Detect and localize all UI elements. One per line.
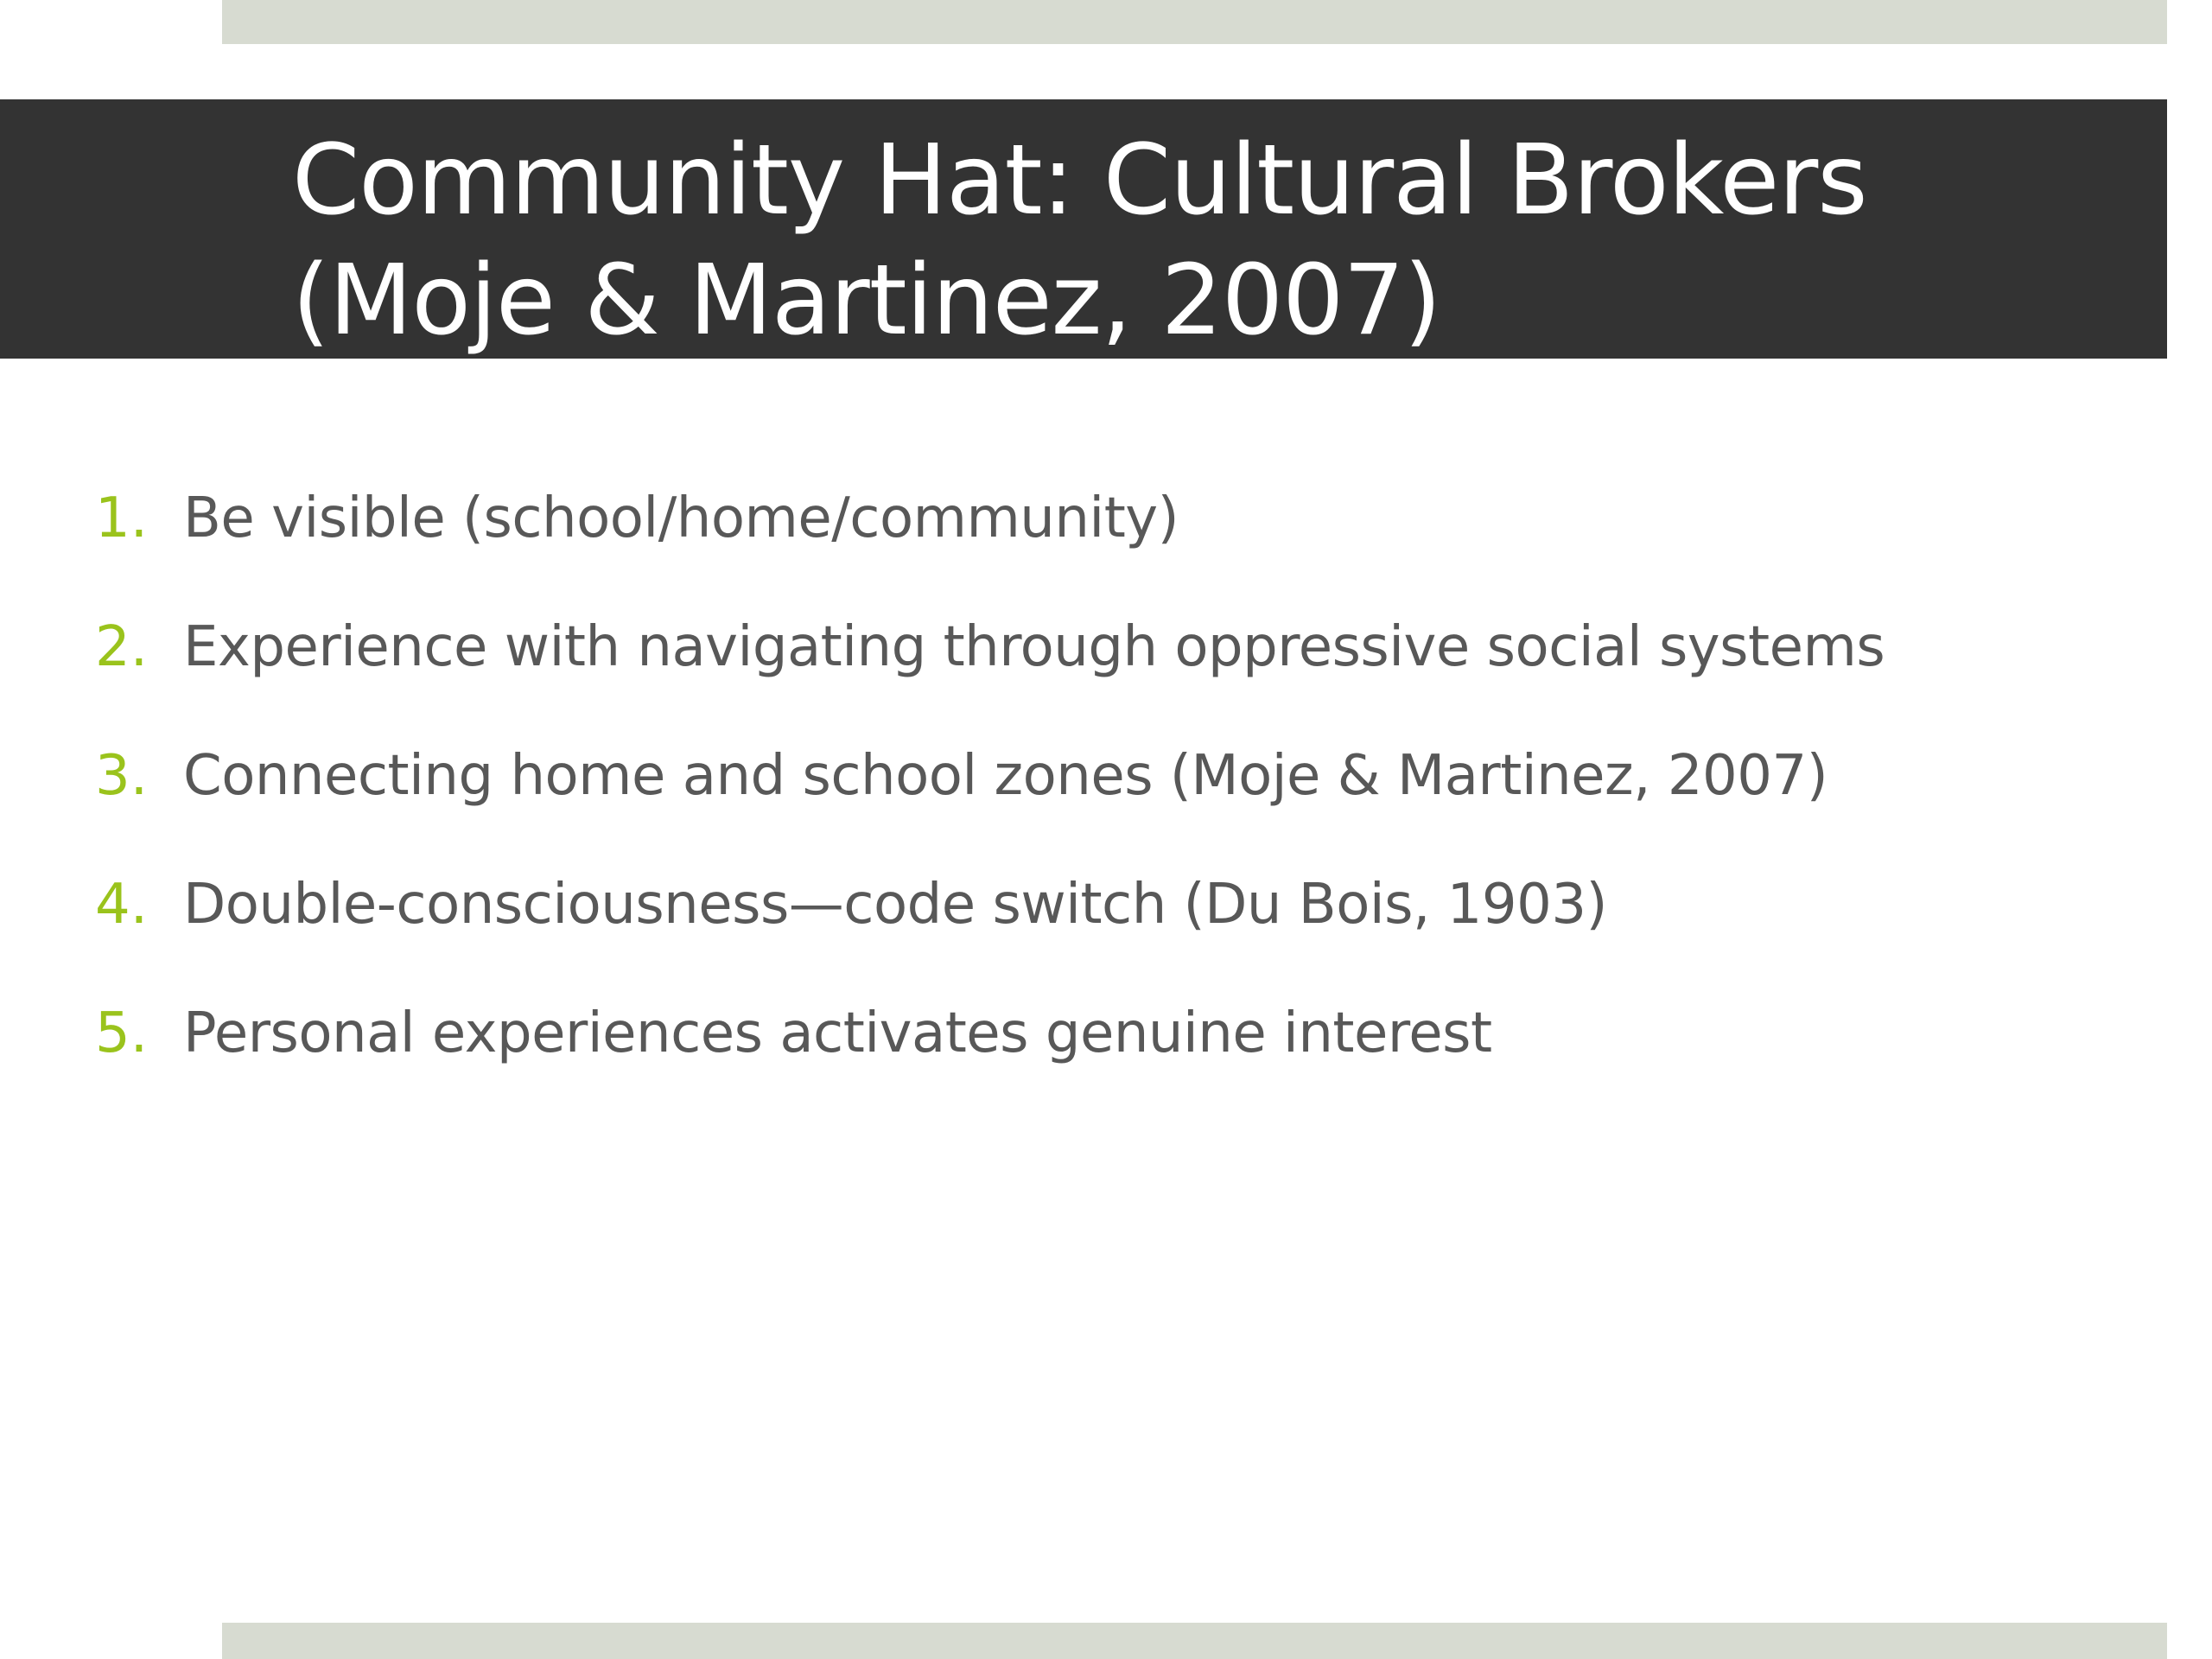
list-item-text: Experience with navigating through oppressive social systems xyxy=(183,615,1885,679)
slide-title-line-2: (Moje & Martinez, 2007) xyxy=(292,245,1441,357)
list-item-text: Personal experiences activates genuine interest xyxy=(183,1001,1492,1065)
numbered-list xyxy=(95,480,1885,1123)
list-item-text: Double-consciousness—code switch (Du Bois, 1903) xyxy=(183,873,1607,937)
list-item-number: 4. xyxy=(95,873,149,937)
list-item xyxy=(95,737,1885,866)
bottom-decorative-band xyxy=(222,1623,2167,1659)
top-decorative-band xyxy=(222,0,2167,44)
list-item-text: Be visible (school/home/community) xyxy=(183,486,1179,550)
list-item-number: 3. xyxy=(95,744,149,808)
list-item-text: Connecting home and school zones (Moje & Martinez, 2007) xyxy=(183,744,1828,808)
list-item xyxy=(95,866,1885,995)
slide-title xyxy=(292,121,2124,361)
list-item xyxy=(95,608,1885,737)
list-item-number: 2. xyxy=(95,615,149,679)
slide-title-line-1: Community Hat: Cultural Brokers xyxy=(292,124,1867,237)
list-item xyxy=(95,480,1885,608)
list-item-number: 1. xyxy=(95,486,149,550)
list-item xyxy=(95,995,1885,1123)
list-item-number: 5. xyxy=(95,1001,149,1065)
